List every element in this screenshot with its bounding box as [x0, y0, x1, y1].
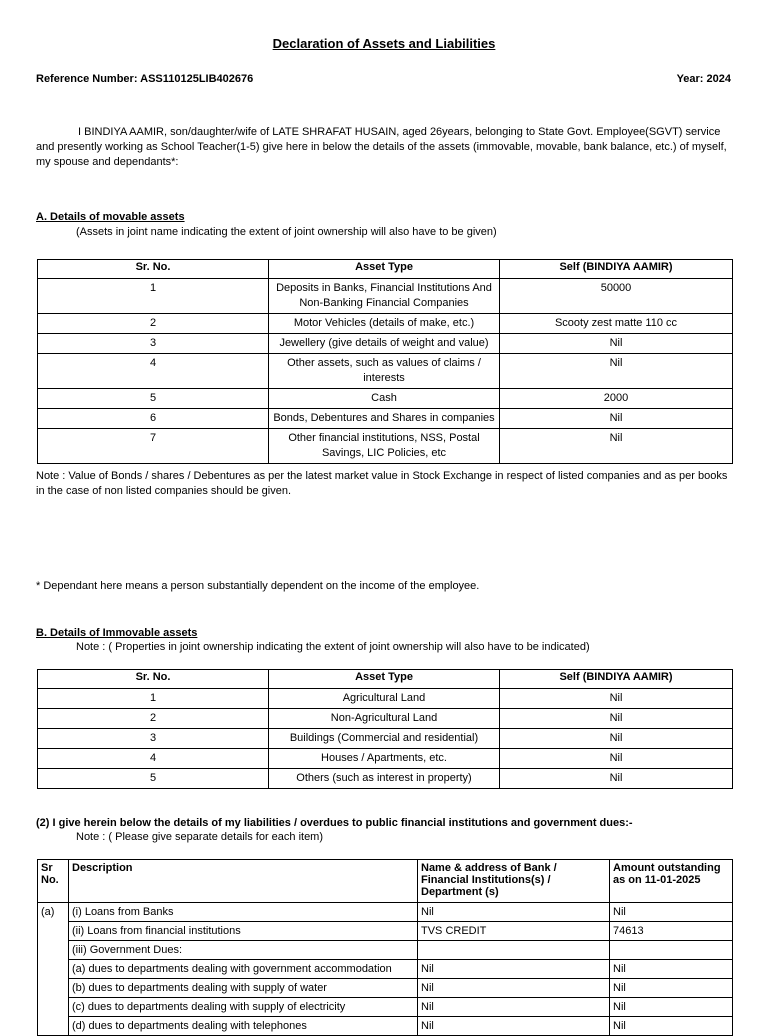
asset-type-cell: Cash — [269, 389, 500, 409]
movable-assets-table — [37, 259, 733, 464]
sr-no-cell: 5 — [38, 769, 269, 789]
table-row — [38, 409, 733, 429]
sr-no-cell: 7 — [38, 429, 269, 464]
amount-cell: Nil — [610, 979, 733, 998]
declaration-intro: I BINDIYA AAMIR, son/daughter/wife of LATE SHRAFAT HUSAIN, aged 26years, belonging to State Govt. Employee(SGVT) service and presently working as School Teacher(1-5) give here in below the details of the assets (immovable, movable, bank balance, etc.) of myself, my spouse and dependants*: — [36, 126, 727, 168]
table-row — [38, 314, 733, 334]
column-header: Description — [69, 860, 418, 903]
self-value-cell: 2000 — [500, 389, 733, 409]
asset-type-cell: Other assets, such as values of claims / interests — [269, 354, 500, 389]
sr-no-cell: 1 — [38, 689, 269, 709]
table-row — [38, 729, 733, 749]
document-title: Declaration of Assets and Liabilities — [272, 36, 496, 51]
self-value-cell: Nil — [500, 709, 733, 729]
table-row — [38, 941, 733, 960]
self-value-cell: Nil — [500, 729, 733, 749]
table-row — [38, 334, 733, 354]
table-row — [38, 769, 733, 789]
column-header: Sr No. — [38, 860, 69, 903]
amount-cell: Nil — [610, 998, 733, 1017]
asset-type-cell: Other financial institutions, NSS, Postal Savings, LIC Policies, etc — [269, 429, 500, 464]
declaration-year: Year: 2024 — [676, 73, 731, 85]
liabilities-subheading: Note : ( Please give separate details for each item) — [76, 831, 324, 843]
table-row — [38, 429, 733, 464]
asset-type-cell: Deposits in Banks, Financial Institutions And Non-Banking Financial Companies — [269, 279, 500, 314]
self-value-cell: Nil — [500, 749, 733, 769]
sr-no-cell: 1 — [38, 279, 269, 314]
amount-cell: Nil — [610, 1017, 733, 1036]
self-value-cell: Nil — [500, 409, 733, 429]
table-row — [38, 689, 733, 709]
description-cell: (i) Loans from Banks — [69, 903, 418, 922]
liabilities-heading: (2) I give herein below the details of my liabilities / overdues to public financial institutions and government dues:- — [36, 817, 633, 829]
table-row — [38, 960, 733, 979]
sr-no-cell: 2 — [38, 709, 269, 729]
description-cell: (d) dues to departments dealing with telephones — [69, 1017, 418, 1036]
asset-type-cell: Houses / Apartments, etc. — [269, 749, 500, 769]
asset-type-cell: Others (such as interest in property) — [269, 769, 500, 789]
self-value-cell: Nil — [500, 689, 733, 709]
column-header: Self (BINDIYA AAMIR) — [500, 670, 733, 689]
amount-cell: Nil — [610, 903, 733, 922]
liabilities-table — [37, 859, 733, 1036]
sr-no-cell: 3 — [38, 334, 269, 354]
self-value-cell: Nil — [500, 334, 733, 354]
table-row — [38, 1017, 733, 1036]
amount-cell: 74613 — [610, 922, 733, 941]
table-header-row — [38, 260, 733, 279]
institution-cell: TVS CREDIT — [418, 922, 610, 941]
description-cell: (b) dues to departments dealing with supply of water — [69, 979, 418, 998]
table-row — [38, 389, 733, 409]
self-value-cell: 50000 — [500, 279, 733, 314]
column-header: Amount outstanding as on 11-01-2025 — [610, 860, 733, 903]
asset-type-cell: Buildings (Commercial and residential) — [269, 729, 500, 749]
description-cell: (iii) Government Dues: — [69, 941, 418, 960]
sr-no-cell: 2 — [38, 314, 269, 334]
valuation-note: Note : Value of Bonds / shares / Debentures as per the latest market value in Stock Exchange in respect of listed companies and as per books in the case of non listed companies should be given. — [36, 470, 728, 497]
table-header-row — [38, 860, 733, 903]
self-value-cell: Nil — [500, 429, 733, 464]
column-header: Sr. No. — [38, 670, 269, 689]
column-header: Self (BINDIYA AAMIR) — [500, 260, 733, 279]
immovable-assets-subheading: Note : ( Properties in joint ownership indicating the extent of joint ownership will also have to be indicated) — [76, 641, 590, 653]
sr-no-cell: 3 — [38, 729, 269, 749]
column-header: Asset Type — [269, 260, 500, 279]
institution-cell: Nil — [418, 979, 610, 998]
asset-type-cell: Motor Vehicles (details of make, etc.) — [269, 314, 500, 334]
dependant-note: * Dependant here means a person substantially dependent on the income of the employee. — [36, 580, 480, 592]
table-row — [38, 709, 733, 729]
group-label-cell: (a) — [38, 903, 69, 1036]
immovable-assets-heading: B. Details of Immovable assets — [36, 627, 198, 639]
asset-type-cell: Bonds, Debentures and Shares in companies — [269, 409, 500, 429]
table-row — [38, 922, 733, 941]
sr-no-cell: 4 — [38, 749, 269, 769]
description-cell: (a) dues to departments dealing with government accommodation — [69, 960, 418, 979]
table-row — [38, 279, 733, 314]
amount-cell: Nil — [610, 960, 733, 979]
column-header: Asset Type — [269, 670, 500, 689]
asset-type-cell: Jewellery (give details of weight and value) — [269, 334, 500, 354]
sr-no-cell: 6 — [38, 409, 269, 429]
table-row — [38, 903, 733, 922]
institution-cell: Nil — [418, 903, 610, 922]
institution-cell: Nil — [418, 960, 610, 979]
reference-number: Reference Number: ASS110125LIB402676 — [36, 73, 254, 85]
institution-cell: Nil — [418, 1017, 610, 1036]
table-row — [38, 979, 733, 998]
institution-cell: Nil — [418, 998, 610, 1017]
table-header-row — [38, 670, 733, 689]
movable-assets-heading: A. Details of movable assets — [36, 211, 185, 223]
table-row — [38, 998, 733, 1017]
asset-type-cell: Agricultural Land — [269, 689, 500, 709]
table-row — [38, 354, 733, 389]
movable-assets-subheading: (Assets in joint name indicating the extent of joint ownership will also have to be given) — [76, 226, 497, 238]
self-value-cell: Nil — [500, 354, 733, 389]
table-row — [38, 749, 733, 769]
immovable-assets-table — [37, 669, 733, 789]
sr-no-cell: 5 — [38, 389, 269, 409]
institution-cell — [418, 941, 610, 960]
column-header: Sr. No. — [38, 260, 269, 279]
asset-type-cell: Non-Agricultural Land — [269, 709, 500, 729]
description-cell: (ii) Loans from financial institutions — [69, 922, 418, 941]
amount-cell — [610, 941, 733, 960]
column-header: Name & address of Bank / Financial Institutions(s) / Department (s) — [418, 860, 610, 903]
description-cell: (c) dues to departments dealing with supply of electricity — [69, 998, 418, 1017]
self-value-cell: Scooty zest matte 110 cc — [500, 314, 733, 334]
self-value-cell: Nil — [500, 769, 733, 789]
sr-no-cell: 4 — [38, 354, 269, 389]
